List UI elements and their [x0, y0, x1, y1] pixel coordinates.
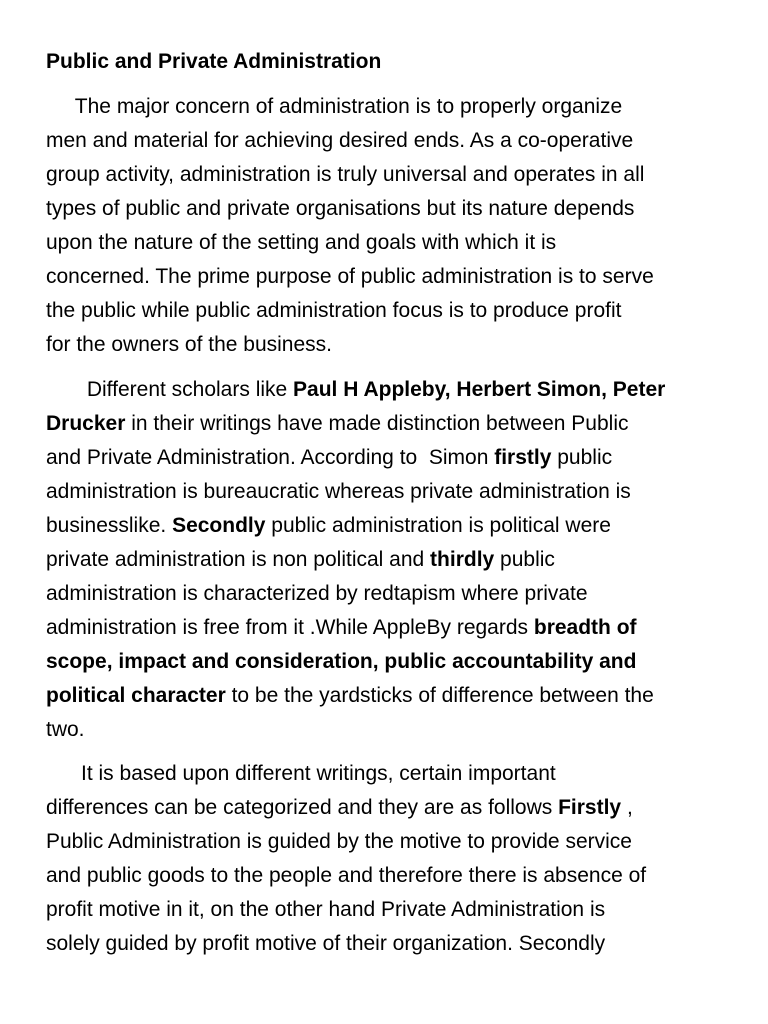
text-run: the public while public administration focus is to produce profit — [46, 299, 622, 322]
text-run: upon the nature of the setting and goals with which it is — [46, 231, 557, 254]
text-line — [46, 791, 736, 825]
bold-text-run: breadth of — [533, 616, 637, 639]
text-run: The major concern of administration is to properly organize — [46, 95, 623, 118]
text-line — [46, 927, 736, 961]
text-line — [46, 713, 736, 747]
text-run: businesslike. — [46, 514, 173, 537]
text-line — [46, 509, 736, 543]
bold-text-run: Firstly — [558, 796, 622, 819]
text-line — [46, 679, 736, 713]
text-run: administration is free from it .While AppleBy regards — [46, 616, 534, 639]
text-line — [46, 407, 736, 441]
paragraph-2 — [46, 373, 736, 747]
text-line — [46, 260, 736, 294]
text-line — [46, 543, 736, 577]
bold-text-run: thirdly — [430, 548, 495, 571]
text-line — [46, 475, 736, 509]
text-run: differences can be categorized and they are as follows — [46, 796, 559, 819]
text-line — [46, 294, 736, 328]
text-run: , — [621, 796, 633, 819]
text-run: men and material for achieving desired ends. As a co-operative — [46, 129, 634, 152]
text-line — [46, 158, 736, 192]
text-line — [46, 192, 736, 226]
text-run: profit motive in it, on the other hand Private Administration is — [46, 898, 606, 921]
text-line — [46, 373, 736, 407]
paragraph-1 — [46, 90, 736, 362]
text-line — [46, 441, 736, 475]
text-run: types of public and private organisations but its nature depends — [46, 197, 635, 220]
text-run: solely guided by profit motive of their organization. Secondly — [46, 932, 606, 955]
text-run: public administration is political were — [265, 514, 611, 537]
text-line — [46, 226, 736, 260]
text-run: Different scholars like — [46, 378, 294, 401]
bold-text-run: political character — [46, 684, 226, 707]
text-run: administration is characterized by redtapism where private — [46, 582, 588, 605]
bold-text-run: Paul H Appleby, Herbert Simon, Peter — [293, 378, 666, 401]
document-title: Public and Private Administration — [46, 50, 382, 73]
text-run: public — [551, 446, 613, 469]
text-run: two. — [46, 718, 85, 741]
bold-text-run: Drucker — [46, 412, 126, 435]
text-line — [46, 328, 736, 362]
text-run: private administration is non political and — [46, 548, 431, 571]
text-line — [46, 825, 736, 859]
text-line — [46, 90, 736, 124]
text-run: to be the yardsticks of difference between the — [225, 684, 654, 707]
text-run: Public Administration is guided by the motive to provide service — [46, 830, 632, 853]
bold-text-run: Secondly — [172, 514, 266, 537]
text-run: administration is bureaucratic whereas private administration is — [46, 480, 631, 503]
text-line — [46, 124, 736, 158]
bold-text-run: firstly — [494, 446, 552, 469]
text-line — [46, 757, 736, 791]
text-line — [46, 577, 736, 611]
text-run: and public goods to the people and therefore there is absence of — [46, 864, 647, 887]
text-run: public — [494, 548, 555, 571]
text-line — [46, 859, 736, 893]
text-run: It is based upon different writings, certain important — [46, 762, 556, 785]
text-run: in their writings have made distinction between Public — [125, 412, 629, 435]
bold-text-run: scope, impact and consideration, public accountability and — [46, 650, 637, 673]
text-run: and Private Administration. According to Simon — [46, 446, 495, 469]
text-run: concerned. The prime purpose of public administration is to serve — [46, 265, 654, 288]
text-line — [46, 645, 736, 679]
paragraph-3 — [46, 757, 736, 961]
text-run: group activity, administration is truly universal and operates in all — [46, 163, 645, 186]
text-line — [46, 893, 736, 927]
text-run: for the owners of the business. — [46, 333, 332, 356]
text-line — [46, 611, 736, 645]
